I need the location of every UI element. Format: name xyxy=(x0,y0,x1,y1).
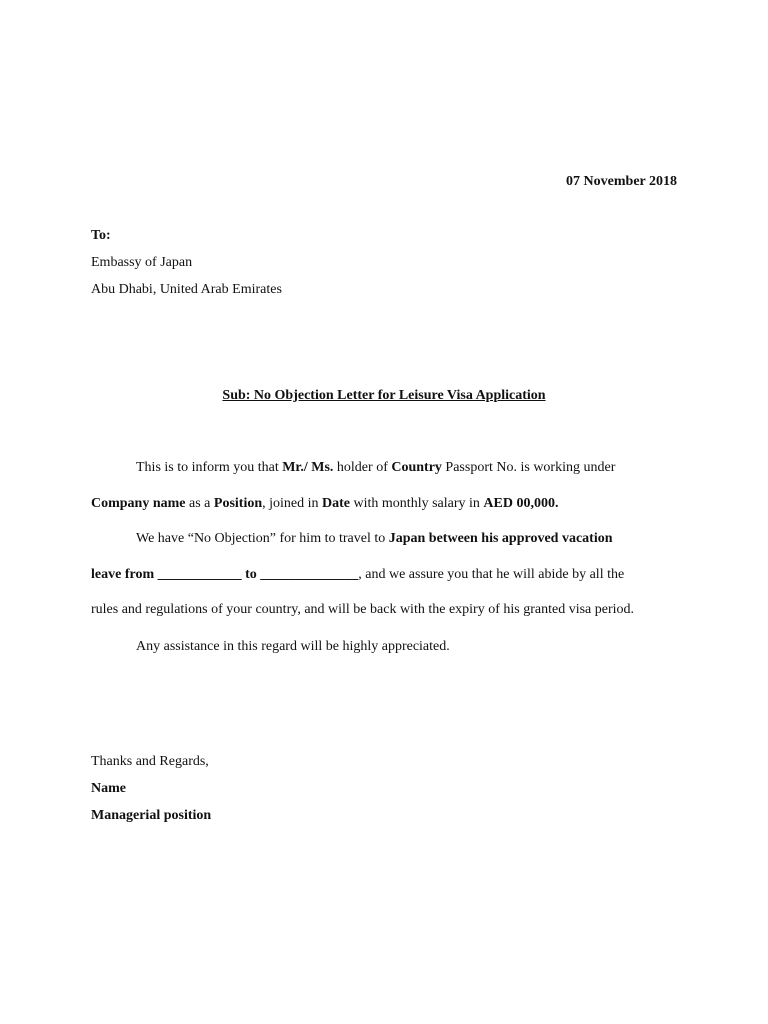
company-field: Company name xyxy=(91,496,186,511)
signatory-name xyxy=(91,780,126,798)
para1-line1 xyxy=(136,459,615,477)
position-field: Position xyxy=(213,496,263,511)
para1-text-6: with monthly salary in xyxy=(350,496,484,511)
closing-regards: Thanks and Regards, xyxy=(91,754,209,769)
subject-text: Sub: No Objection Letter for Leisure Visa Application xyxy=(222,388,546,403)
country-field: Country xyxy=(391,460,442,475)
signatory-position xyxy=(91,807,211,825)
para1-text-3: Passport No. is working under xyxy=(441,460,616,475)
subject-line xyxy=(0,387,768,405)
recipient-line-1: Embassy of Japan xyxy=(91,255,193,270)
para2-text-2: , and we assure you that he will abide by all the xyxy=(358,567,625,582)
para1-text-5: , joined in xyxy=(262,496,323,511)
para1-line2 xyxy=(91,495,558,513)
para3: Any assistance in this regard will be highly appreciated. xyxy=(136,639,450,654)
recipient-line-2: Abu Dhabi, United Arab Emirates xyxy=(91,282,282,297)
salary-field: AED 00,000. xyxy=(483,496,559,511)
name-field: Name xyxy=(91,781,126,796)
recipient-label xyxy=(91,227,111,245)
para1-text-1: This is to inform you that xyxy=(136,460,283,475)
para2-line1 xyxy=(136,530,613,548)
destination-field: Japan between his approved vacation xyxy=(388,531,613,546)
position-title-field: Managerial position xyxy=(91,808,212,823)
para1-text-2: holder of xyxy=(333,460,392,475)
letter-date: 07 November 2018 xyxy=(566,174,677,189)
para2-text-1: We have “No Objection” for him to travel to xyxy=(136,531,389,546)
para1-text-4: as a xyxy=(185,496,214,511)
para2-line2 xyxy=(91,566,624,584)
leave-dates-field: leave from ____________ to ______________ xyxy=(91,567,359,582)
date-field: Date xyxy=(322,496,351,511)
title-field: Mr./ Ms. xyxy=(282,460,334,475)
para2-line3: rules and regulations of your country, and will be back with the expiry of his granted visa period. xyxy=(91,602,635,617)
to-label: To: xyxy=(91,228,111,243)
